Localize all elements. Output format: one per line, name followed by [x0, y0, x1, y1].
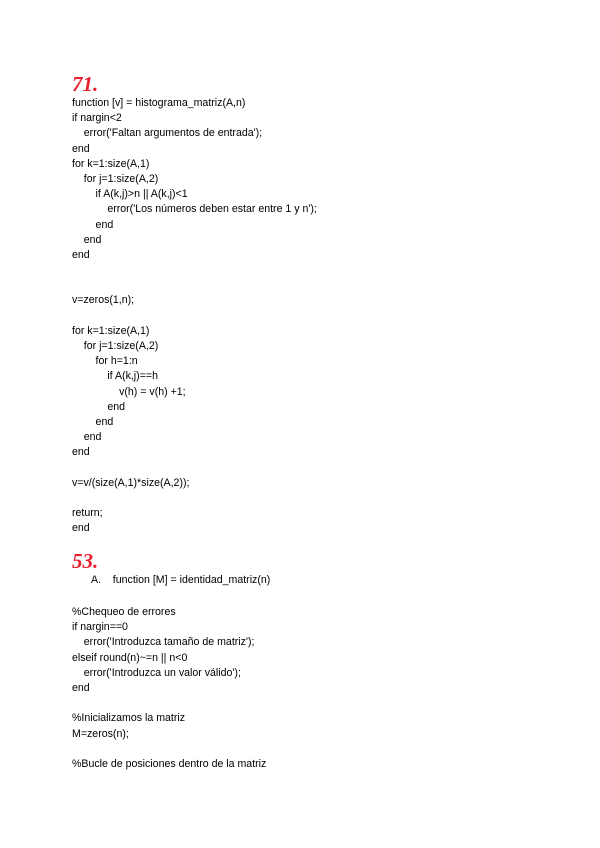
- section-heading-71: 71.: [72, 72, 99, 96]
- code-line: error('Los números deben estar entre 1 y n');: [72, 203, 317, 216]
- code-line: elseif round(n)~=n || n<0: [72, 651, 188, 664]
- code-line: error('Introduzca tamaño de matriz');: [72, 636, 255, 649]
- code-line: end: [72, 233, 102, 246]
- section-heading-53: 53.: [72, 549, 99, 573]
- code-line: for k=1:size(A,1): [72, 157, 150, 170]
- code-line: %Chequeo de errores: [72, 606, 176, 618]
- code-line: [72, 309, 317, 324]
- code-line: end: [72, 446, 90, 459]
- code-line: for j=1:size(A,2): [72, 172, 159, 185]
- code-line: function [v] = histograma_matriz(A,n): [72, 97, 246, 109]
- code-line: for j=1:size(A,2): [72, 340, 159, 352]
- list-item-text: function [M] = identidad_matriz(n): [112, 574, 271, 586]
- code-line: v=v/(size(A,1)*size(A,2));: [72, 476, 190, 489]
- code-line: for k=1:size(A,1): [72, 324, 150, 337]
- code-line: %Inicializamos la matriz: [72, 712, 186, 725]
- code-line: [72, 742, 266, 757]
- code-line: end: [72, 248, 90, 261]
- code-line: for h=1:n: [72, 355, 138, 368]
- code-line: end: [72, 415, 114, 428]
- code-line: if A(k,j)==h: [72, 370, 158, 383]
- code-line: [72, 696, 266, 711]
- code-line: error('Faltan argumentos de entrada');: [72, 127, 263, 140]
- code-block-identidad: [72, 605, 266, 772]
- code-block-histograma: [72, 96, 317, 536]
- code-line: [72, 263, 317, 278]
- code-line: if nargin<2: [72, 112, 122, 125]
- code-line: M=zeros(n);: [72, 727, 129, 740]
- code-line: end: [72, 431, 102, 444]
- code-line: v=zeros(1,n);: [72, 294, 135, 307]
- list-item-a: [91, 573, 270, 588]
- code-line: end: [72, 681, 90, 694]
- code-line: [72, 461, 317, 476]
- code-line: if A(k,j)>n || A(k,j)<1: [72, 188, 188, 201]
- code-line: v(h) = v(h) +1;: [72, 385, 186, 398]
- code-line: end: [72, 400, 125, 413]
- code-line: [72, 278, 317, 293]
- code-line: end: [72, 218, 114, 231]
- code-line: return;: [72, 507, 103, 520]
- code-line: end: [72, 522, 90, 535]
- code-line: end: [72, 142, 90, 155]
- code-line: %Bucle de posiciones dentro de la matriz: [72, 757, 267, 770]
- code-line: [72, 491, 317, 506]
- list-item-letter: A.: [91, 574, 102, 586]
- code-line: error('Introduzca un valor válido');: [72, 666, 241, 679]
- code-line: if nargin==0: [72, 621, 128, 634]
